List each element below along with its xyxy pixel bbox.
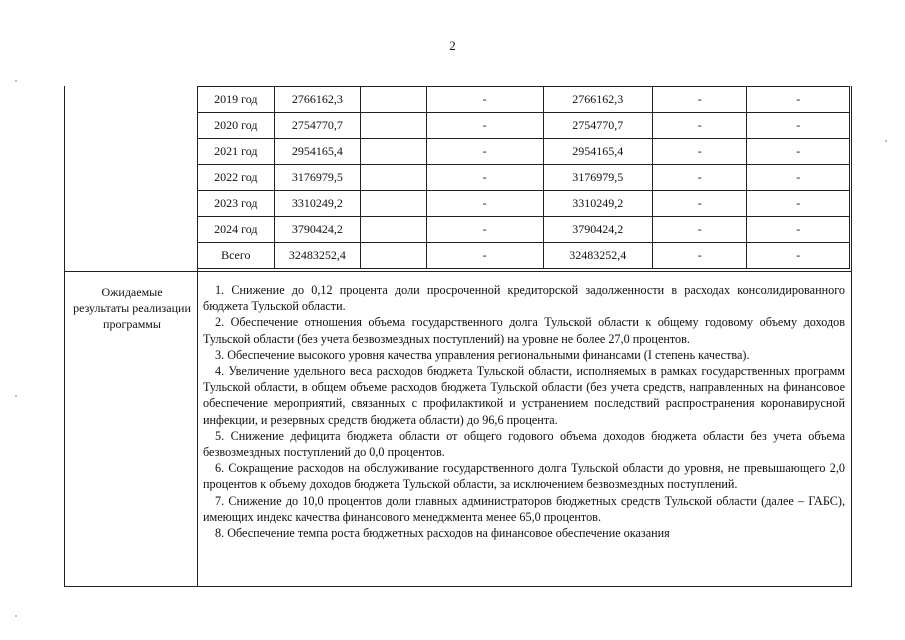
amount-cell: 3176979,5 [274, 165, 361, 191]
result-item: 3. Обеспечение высокого уровня качества управления региональными финансами (I степень качества). [215, 347, 750, 362]
expected-results-text [203, 282, 845, 541]
amount-cell: - [652, 87, 747, 113]
amount-cell [361, 217, 426, 243]
scan-mark [885, 140, 887, 142]
amount-cell: - [747, 243, 850, 269]
amount-cell: 2766162,3 [274, 87, 361, 113]
year-cell: 2023 год [198, 191, 275, 217]
financing-row [198, 165, 850, 191]
result-item: 4. Увеличение удельного веса расходов бюджета Тульской области, исполняемых в рамках государственных программ Тульской области, в общем объеме расходов бюджета Тульской области (без учета средств, направленных на финансовое обеспечение мероприятий, связанных с профилактикой и устранением последствий распространения коронавирусной инфекции, и резервных средств бюджета области) до 96,6 процента. [203, 364, 845, 427]
scan-mark [15, 395, 17, 397]
amount-cell [361, 243, 426, 269]
amount-cell: - [747, 165, 850, 191]
financing-table [197, 86, 850, 269]
amount-cell: 3790424,2 [543, 217, 652, 243]
year-cell: 2019 год [198, 87, 275, 113]
scan-mark [15, 80, 17, 82]
financing-row [198, 139, 850, 165]
amount-cell: 2954165,4 [543, 139, 652, 165]
results-label: Ожидаемые результаты реализации программы [73, 285, 191, 331]
result-item: 7. Снижение до 10,0 процентов доли главных администраторов бюджетных средств Тульской области (далее – ГАБС), имеющих индекс качества финансового менеджмента менее 65,0 процентов. [203, 493, 845, 524]
amount-cell: 2954165,4 [274, 139, 361, 165]
year-cell: Всего [198, 243, 275, 269]
result-item: 8. Обеспечение темпа роста бюджетных расходов на финансовое обеспечение оказания [215, 526, 670, 541]
amount-cell: - [747, 217, 850, 243]
result-item: 6. Сокращение расходов на обслуживание государственного долга Тульской области до уровня, не превышающего 2,0 процентов к объему доходов бюджета Тульской области, за исключением безвозмездных поступлений. [203, 461, 845, 492]
year-cell: 2021 год [198, 139, 275, 165]
amount-cell: - [426, 217, 543, 243]
financing-row [198, 87, 850, 113]
amount-cell: - [652, 165, 747, 191]
financing-row [198, 217, 850, 243]
amount-cell [361, 139, 426, 165]
page-number: 2 [449, 38, 456, 53]
amount-cell: 3176979,5 [543, 165, 652, 191]
financing-row [198, 113, 850, 139]
amount-cell: - [652, 243, 747, 269]
amount-cell: - [426, 87, 543, 113]
amount-cell [361, 191, 426, 217]
amount-cell [361, 87, 426, 113]
scan-mark [15, 615, 17, 617]
financing-row [198, 243, 850, 269]
year-cell: 2024 год [198, 217, 275, 243]
financing-row [198, 191, 850, 217]
amount-cell: - [747, 139, 850, 165]
amount-cell: - [426, 191, 543, 217]
amount-cell: 2766162,3 [543, 87, 652, 113]
amount-cell: - [747, 87, 850, 113]
year-cell: 2022 год [198, 165, 275, 191]
amount-cell: 32483252,4 [274, 243, 361, 269]
amount-cell [361, 113, 426, 139]
result-item: 2. Обеспечение отношения объема государственного долга Тульской области к общему годовому объему доходов Тульской области (без учета безвозмездных поступлений) на уровне не более 27,0 процентов. [203, 315, 845, 346]
amount-cell: - [426, 139, 543, 165]
amount-cell: 2754770,7 [274, 113, 361, 139]
amount-cell: - [426, 113, 543, 139]
amount-cell: - [747, 191, 850, 217]
amount-cell: 2754770,7 [543, 113, 652, 139]
amount-cell [361, 165, 426, 191]
amount-cell: - [426, 165, 543, 191]
amount-cell: 3790424,2 [274, 217, 361, 243]
amount-cell: - [652, 191, 747, 217]
amount-cell: 32483252,4 [543, 243, 652, 269]
amount-cell: - [426, 243, 543, 269]
amount-cell: - [747, 113, 850, 139]
amount-cell: - [652, 113, 747, 139]
amount-cell: 3310249,2 [543, 191, 652, 217]
year-cell: 2020 год [198, 113, 275, 139]
amount-cell: 3310249,2 [274, 191, 361, 217]
result-item: 5. Снижение дефицита бюджета области от общего годового объема доходов бюджета области без учета объема безвозмездных поступлений до 0,0 процентов. [203, 428, 845, 460]
passport-table [64, 86, 852, 587]
section-divider [65, 271, 851, 272]
amount-cell: - [652, 217, 747, 243]
amount-cell: - [652, 139, 747, 165]
result-item: 1. Снижение до 0,12 процента доли просроченной кредиторской задолженности в расходах консолидированного бюджета Тульской области. [203, 283, 845, 314]
